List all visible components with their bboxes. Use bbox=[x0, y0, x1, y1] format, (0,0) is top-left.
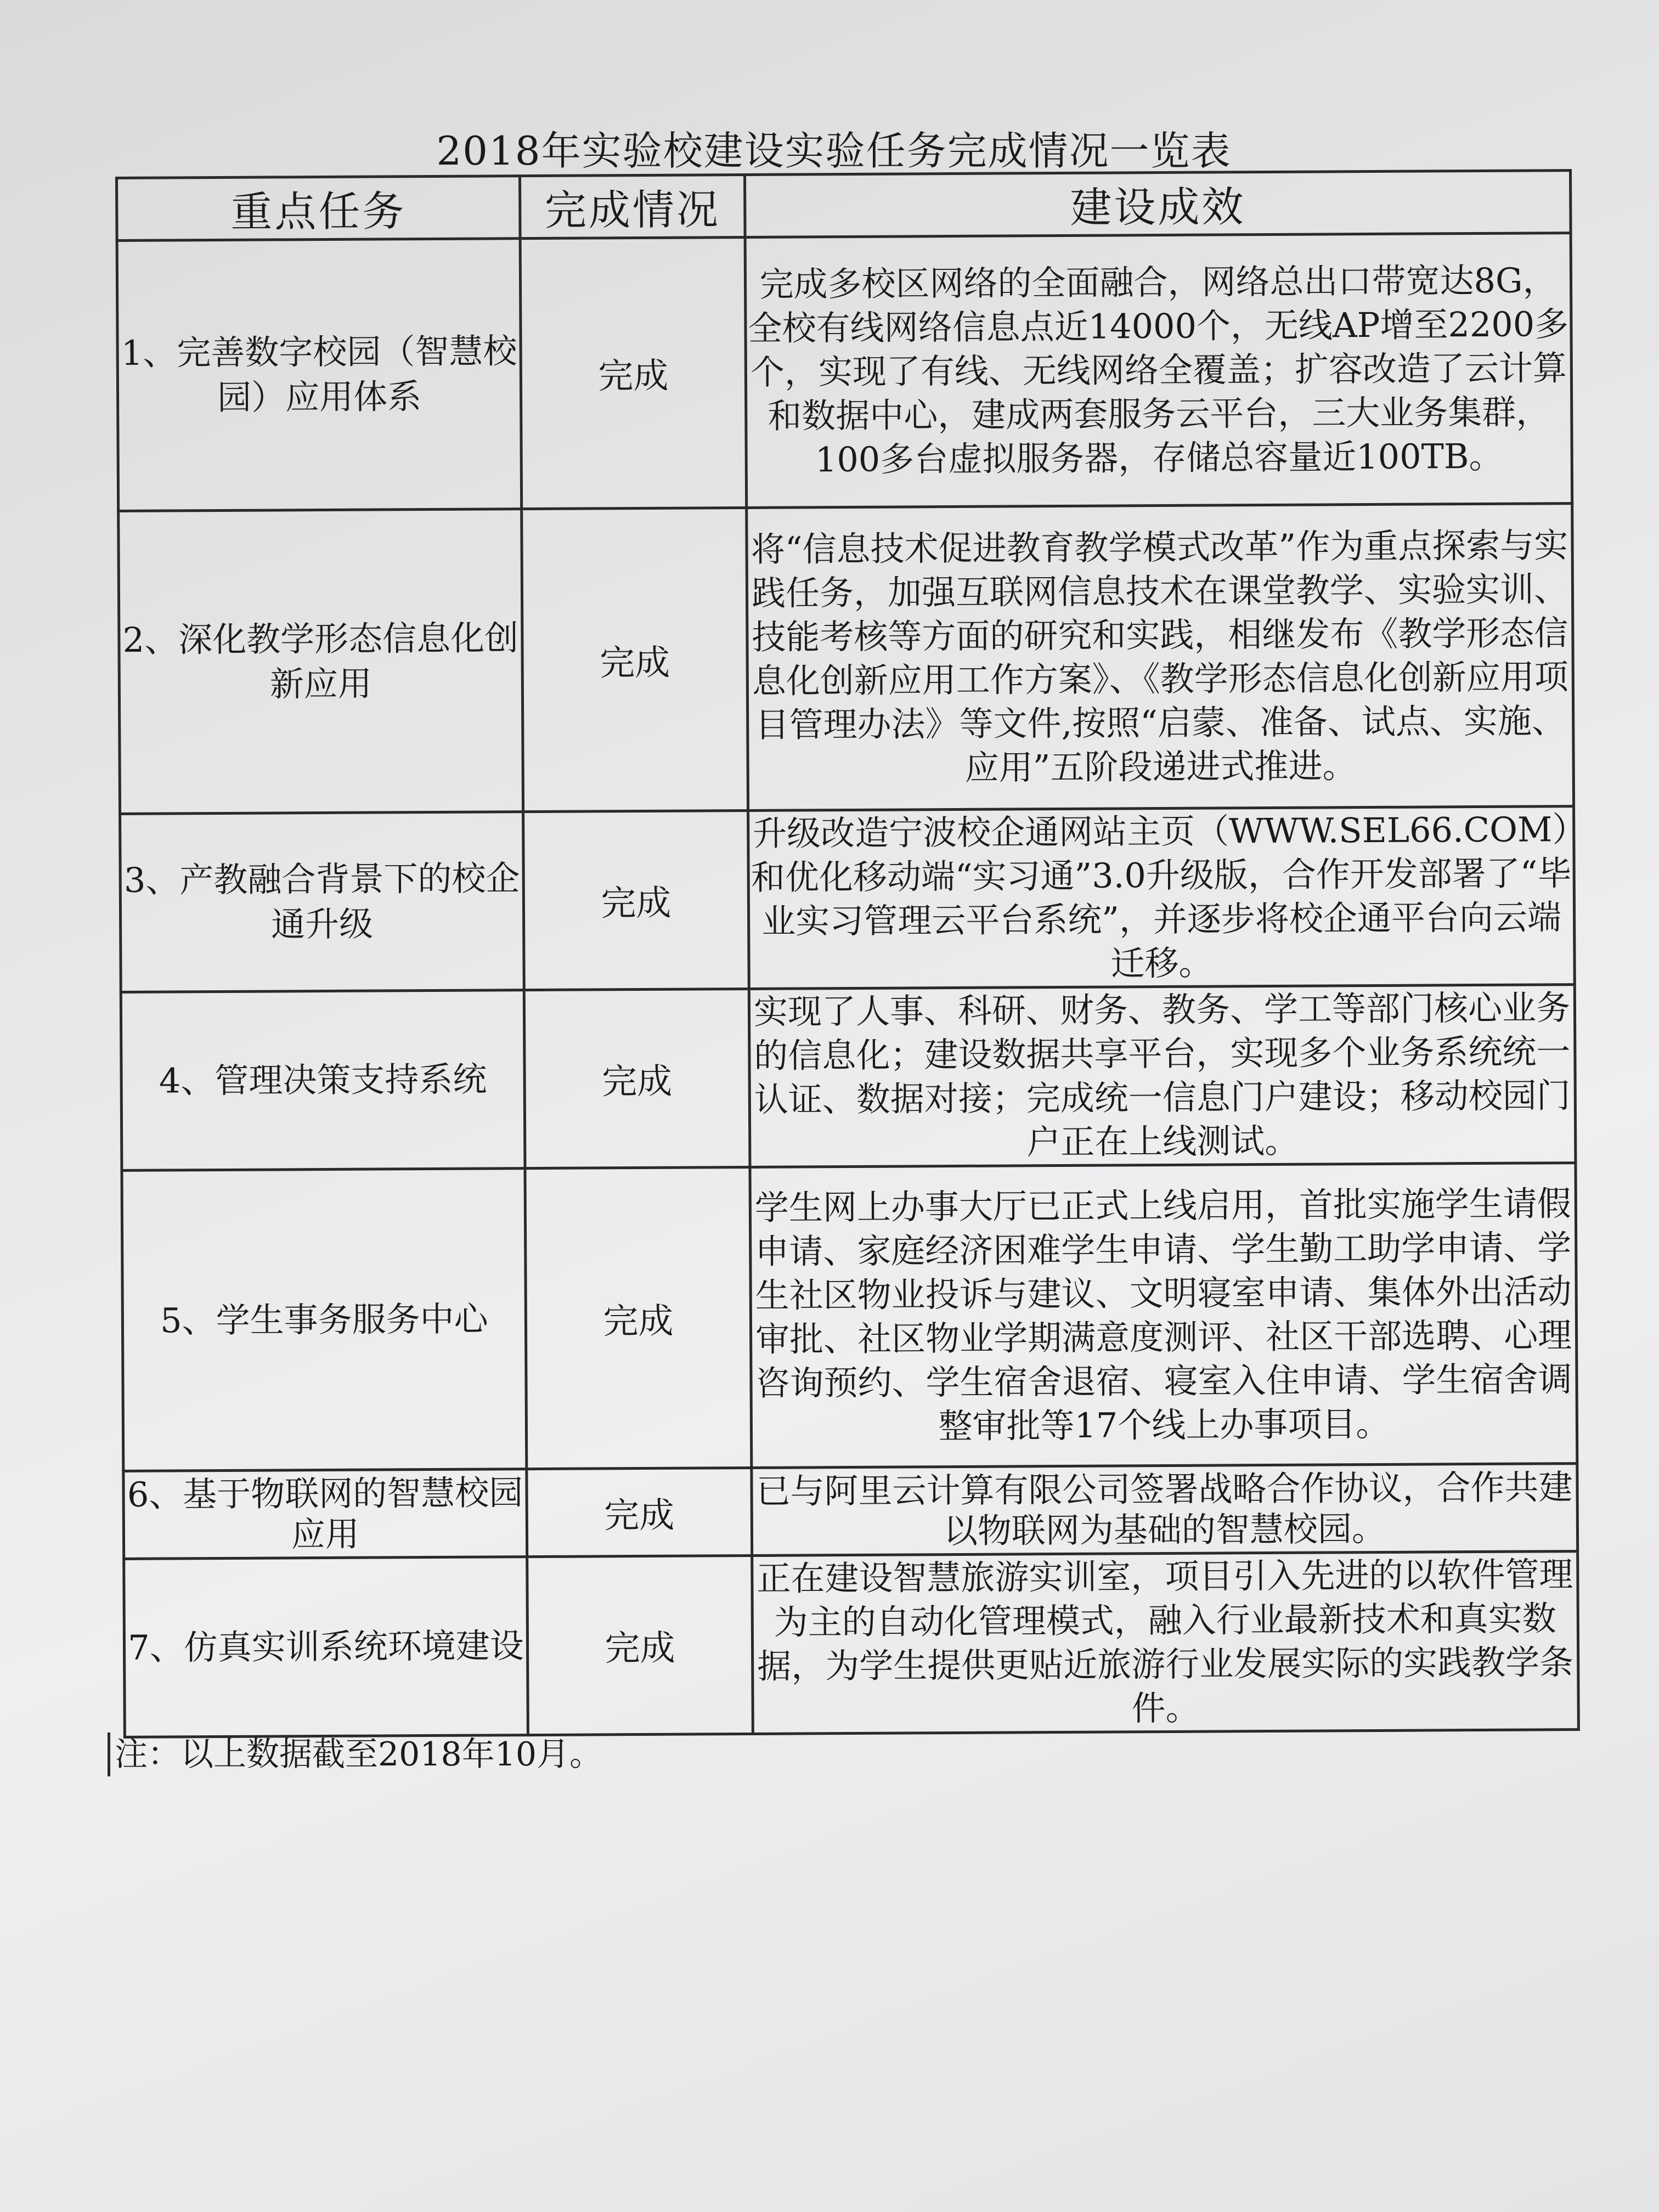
effect-cell: 实现了人事、科研、财务、教务、学工等部门核心业务的信息化；建设数据共享平台，实现多个业务系统统一认证、数据对接；完成统一信息门户建设；移动校园门户正在上线测试。 bbox=[749, 985, 1576, 1167]
effect-cell: 将“信息技术促进教育教学模式改革”作为重点探索与实践任务，加强互联网信息技术在课堂教学、实验实训、技能考核等方面的研究和实践，相继发布《教学形态信息化创新应用工作方案》、《教学形态信息化创新应用项目管理办法》等文件,按照“启蒙、准备、试点、实施、应用”五阶段递进式推进。 bbox=[747, 504, 1574, 811]
effect-cell: 学生网上办事大厅已正式上线启用，首批实施学生请假申请、家庭经济困难学生申请、学生勤工助学申请、学生社区物业投诉与建议、文明寝室申请、集体外出活动审批、社区物业学期满意度测评、社区干部选聘、心理咨询预约、学生宿舍退宿、寝室入住申请、学生宿舍调整审批等17个线上办事项目。 bbox=[750, 1163, 1577, 1468]
header-task: 重点任务 bbox=[117, 176, 521, 241]
table-row bbox=[122, 1163, 1577, 1471]
status-cell: 完成 bbox=[524, 989, 750, 1168]
table-row bbox=[121, 985, 1576, 1171]
table-header-row bbox=[117, 171, 1571, 241]
table-row bbox=[119, 504, 1574, 814]
task-cell: 6、基于物联网的智慧校园应用 bbox=[123, 1469, 527, 1559]
effect-cell: 已与阿里云计算有限公司签署战略合作协议，合作共建以物联网为基础的智慧校园。 bbox=[752, 1464, 1578, 1556]
effect-cell: 完成多校区网络的全面融合，网络总出口带宽达8G，全校有线网络信息点近14000个，无线AP增至2200多个，实现了有线、无线网络全覆盖；扩容改造了云计算和数据中心，建成两套服务云平台，三大业务集群，100多台虚拟服务器，存储总容量近100TB。 bbox=[745, 233, 1572, 508]
table-row bbox=[123, 1464, 1578, 1559]
status-cell: 完成 bbox=[525, 1167, 752, 1469]
header-status: 完成情况 bbox=[520, 174, 746, 238]
table-row bbox=[117, 233, 1572, 511]
task-cell: 5、学生事务服务中心 bbox=[122, 1169, 527, 1471]
task-cell: 2、深化教学形态信息化创新应用 bbox=[119, 509, 523, 814]
task-cell: 1、完善数字校园（智慧校园）应用体系 bbox=[117, 239, 522, 511]
effect-cell: 升级改造宁波校企通网站主页（WWW.SEL66.COM）和优化移动端“实习通”3.0升级版，合作开发部署了“毕业实习管理云平台系统”，并逐步将校企通平台向云端迁移。 bbox=[748, 806, 1575, 989]
effect-cell: 正在建设智慧旅游实训室，项目引入先进的以软件管理为主的自动化管理模式，融入行业最新技术和真实数据，为学生提供更贴近旅游行业发展实际的实践教学条件。 bbox=[752, 1551, 1579, 1734]
task-cell: 3、产教融合背景下的校企通升级 bbox=[120, 812, 524, 992]
status-cell: 完成 bbox=[527, 1468, 752, 1556]
footnote: 注：以上数据截至2018年10月。 bbox=[108, 1733, 602, 1776]
status-cell: 完成 bbox=[527, 1555, 753, 1735]
status-cell: 完成 bbox=[520, 237, 747, 509]
task-cell: 7、仿真实训系统环境建设 bbox=[124, 1557, 528, 1737]
status-cell: 完成 bbox=[522, 507, 748, 811]
status-cell: 完成 bbox=[523, 810, 749, 990]
document-title: 2018年实验校建设实验任务完成情况一览表 bbox=[436, 128, 1232, 174]
task-cell: 4、管理决策支持系统 bbox=[121, 990, 525, 1171]
table-row bbox=[124, 1551, 1579, 1737]
table-row bbox=[120, 806, 1575, 992]
task-table bbox=[115, 169, 1580, 1739]
header-effect: 建设成效 bbox=[744, 171, 1571, 238]
